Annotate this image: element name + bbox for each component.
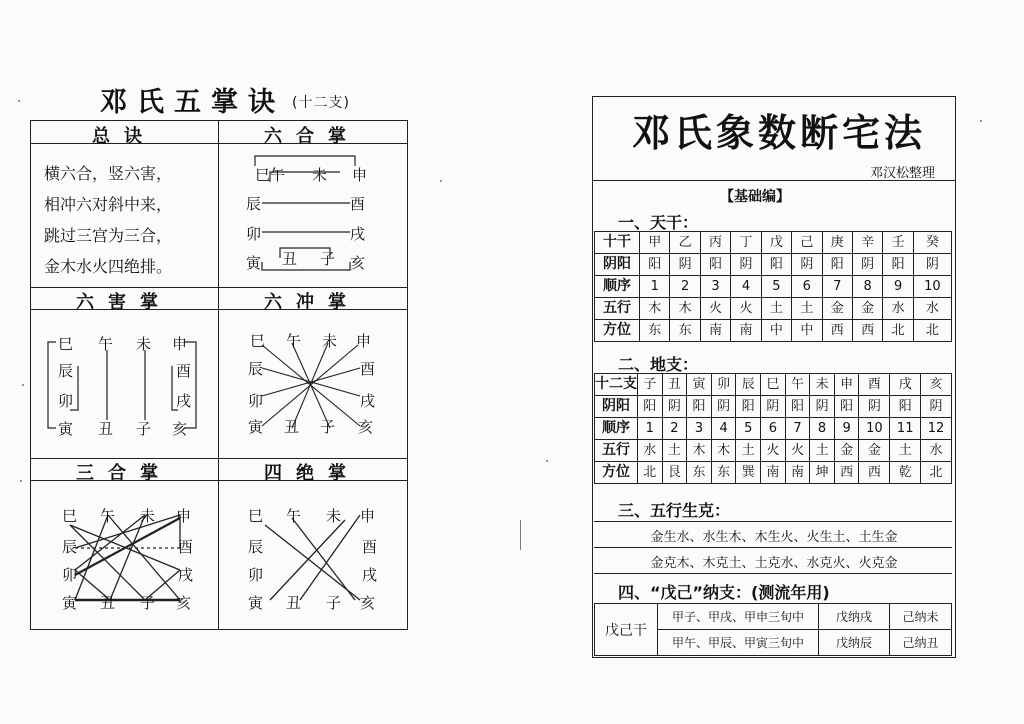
table-cell: 3 [687,418,712,440]
branch-label: 酉 [178,538,194,556]
table-row [595,418,952,440]
branch-label: 辰 [246,195,262,213]
table-row [595,374,952,396]
table-cell: 火 [731,298,761,320]
table-cell: 午 [785,374,810,396]
table-cell: 6 [761,418,786,440]
branch-label: 未 [312,166,328,184]
table-cell: 土 [890,440,921,462]
table-cell: 阳 [640,254,670,276]
table-cell: 子 [638,374,663,396]
table-cell: 北 [913,320,951,342]
row-header-cell: 方位 [595,462,638,484]
table-cell: 阴 [662,396,687,418]
table-cell: 9 [883,276,913,298]
table-cell: 金 [859,440,890,462]
table-cell: 5 [761,276,791,298]
branch-label: 戌 [176,392,192,410]
table-cell: 阴 [731,254,761,276]
table-cell: 乾 [890,462,921,484]
table-cell: 木 [711,440,736,462]
table-cell: 西 [859,462,890,484]
branch-label: 寅 [248,418,264,436]
branch-label: 亥 [358,418,374,436]
branch-label: 卯 [248,392,264,410]
table-cell: 戊 [761,232,791,254]
table-cell: 阴 [711,396,736,418]
table-cell: 木 [670,298,700,320]
table-cell: 火 [761,440,786,462]
branch-label: 未 [140,507,156,525]
table-cell: 西 [852,320,882,342]
table-cell: 阳 [883,254,913,276]
table-cell: 土 [792,298,822,320]
table-cell: 阴 [913,254,951,276]
table-cell: 火 [700,298,730,320]
table-cell: 阴 [852,254,882,276]
section-title-sanhe: 三合掌 [76,463,172,484]
table-cell: 庚 [822,232,852,254]
verse-line: 金木水火四绝排。 [44,257,173,276]
table-cell: 水 [883,298,913,320]
left-page-subtitle: (十二支) [292,95,350,111]
table-cell: 2 [670,276,700,298]
branch-label: 申 [172,335,188,353]
branch-label: 辰 [58,362,74,380]
branch-label: 申 [356,332,372,350]
liuhai-lines [48,342,196,428]
branch-label: 戌 [362,566,378,584]
table-cell: 东 [670,320,700,342]
liuchong-lines [262,343,360,428]
table-cell: 阳 [834,396,859,418]
author: 邓汉松整理 [870,166,936,181]
table-cell: 7 [822,276,852,298]
ke-cycle: 金克木、木克土、土克水、水克火、火克金 [650,556,898,571]
row-header-cell: 五行 [595,298,640,320]
table-cell: 南 [761,462,786,484]
table-cell: 6 [792,276,822,298]
table-cell: 寅 [687,374,712,396]
table-cell: 东 [640,320,670,342]
verse-line: 跳过三宫为三合， [44,226,173,245]
table-cell: 4 [711,418,736,440]
branch-label: 酉 [350,195,366,213]
branch-label: 巳 [58,335,74,353]
section-title-zongjue: 总诀 [92,126,156,147]
table-cell: 东 [687,462,712,484]
table-cell: 亥 [921,374,952,396]
table-row [595,254,952,276]
table-cell: 12 [921,418,952,440]
table-cell: 巽 [736,462,761,484]
table-row [595,396,952,418]
table-cell: 土 [662,440,687,462]
table-cell: 壬 [883,232,913,254]
table-row [595,320,952,342]
table-cell: 北 [921,462,952,484]
table-cell: 水 [913,298,951,320]
branch-label: 午 [286,332,302,350]
table-cell: 辛 [852,232,882,254]
branch-label: 子 [320,250,336,268]
branch-label: 寅 [246,254,262,272]
row-header-cell: 十干 [595,232,640,254]
table-cell: 土 [736,440,761,462]
table-cell: 中 [792,320,822,342]
branch-label: 寅 [58,420,74,438]
branch-label: 辰 [248,360,264,378]
branch-label: 申 [352,166,368,184]
table-cell: 甲 [640,232,670,254]
table-cell: 申 [834,374,859,396]
table-cell: 水 [638,440,663,462]
section-title-liuchong: 六冲掌 [264,292,360,313]
section-title-sijue: 四绝掌 [264,463,360,484]
table-row [595,298,952,320]
branch-label: 子 [140,594,156,612]
table-cell: 8 [810,418,835,440]
table-cell: 8 [852,276,882,298]
branch-label: 子 [326,594,342,612]
dizhi-heading: 二、地支： [618,355,699,374]
table-cell: 阴 [921,396,952,418]
verse-line: 横六合，竖六害， [44,164,173,183]
table-cell: 西 [834,462,859,484]
branch-label: 卯 [58,392,74,410]
table-cell: 丑 [662,374,687,396]
branch-label: 子 [136,420,152,438]
branch-label: 酉 [362,538,378,556]
tiangan-heading: 一、天干： [618,213,699,232]
row-header-cell: 十二支 [595,374,638,396]
row-header-cell: 方位 [595,320,640,342]
table-cell: 北 [638,462,663,484]
verse-line: 相冲六对斜中来， [44,195,173,214]
table-cell: 1 [638,418,663,440]
branch-label: 未 [322,332,338,350]
table-cell: 水 [921,440,952,462]
branch-label: 戌 [178,566,194,584]
branch-label: 巳 [250,332,266,350]
table-cell: 阴 [670,254,700,276]
table-cell: 北 [883,320,913,342]
section-title-liuhai: 六害掌 [76,292,172,313]
table-cell: 金 [834,440,859,462]
table-cell: 土 [761,298,791,320]
branch-label: 寅 [62,594,78,612]
table-cell: 阳 [638,396,663,418]
table-cell: 阴 [792,254,822,276]
table-cell: 戌 [890,374,921,396]
branch-label: 午 [100,507,116,525]
section-title-liuhe: 六合掌 [264,126,360,147]
nazhi-label: 戊己干 [595,604,658,656]
table-cell: 4 [731,276,761,298]
table-cell: 巳 [761,374,786,396]
branch-label: 丑 [284,418,300,436]
branch-label: 午 [98,335,114,353]
branch-label: 丑 [282,250,298,268]
table-cell: 火 [785,440,810,462]
table-row [595,232,952,254]
table-cell: 木 [640,298,670,320]
table-cell: 乙 [670,232,700,254]
table-cell: 9 [834,418,859,440]
table-cell: 酉 [859,374,890,396]
branch-label: 戌 [350,225,366,243]
table-cell: 坤 [810,462,835,484]
table-cell: 阳 [700,254,730,276]
sanhe-lines [70,515,180,600]
branch-label: 巳 [248,507,264,525]
table-cell: 1 [640,276,670,298]
nazhi-cell: 戊纳辰 [819,630,890,656]
table-cell: 5 [736,418,761,440]
table-cell: 丁 [731,232,761,254]
branch-label: 辰 [248,538,264,556]
branch-label: 巳 [62,507,78,525]
branch-label: 寅 [248,594,264,612]
table-cell: 2 [662,418,687,440]
table-cell: 金 [822,298,852,320]
row-header-cell: 五行 [595,440,638,462]
table-cell: 阳 [687,396,712,418]
table-cell: 7 [785,418,810,440]
nazhi-cell: 己纳丑 [890,630,952,656]
row-header-cell: 顺序 [595,276,640,298]
branch-label: 卯 [248,566,264,584]
table-cell: 未 [810,374,835,396]
branch-label: 未 [136,335,152,353]
table-cell: 南 [731,320,761,342]
nazhi-cell: 甲子、甲戌、甲申三旬中 [658,604,819,630]
table-cell: 10 [913,276,951,298]
branch-label: 午 [270,166,286,184]
left-page-title: 邓氏五掌诀 [100,87,285,118]
branch-label: 戌 [360,392,376,410]
table-cell: 己 [792,232,822,254]
tiangan-table [594,231,952,342]
table-cell: 阳 [822,254,852,276]
table-row [595,462,952,484]
table-cell: 10 [859,418,890,440]
table-cell: 阳 [761,254,791,276]
branch-label: 亥 [172,420,188,438]
branch-label: 酉 [176,362,192,380]
table-cell: 3 [700,276,730,298]
branch-label: 卯 [62,566,78,584]
branch-label: 午 [286,507,302,525]
shengke-heading: 三、五行生克： [618,501,731,520]
table-cell: 辰 [736,374,761,396]
table-cell: 卯 [711,374,736,396]
table-cell: 阳 [890,396,921,418]
table-cell: 西 [822,320,852,342]
branch-label: 申 [176,507,192,525]
table-cell: 东 [711,462,736,484]
branch-label: 亥 [360,594,376,612]
nazhi-cell: 甲午、甲辰、甲寅三旬中 [658,630,819,656]
branch-label: 申 [360,507,376,525]
table-row [595,440,952,462]
table-cell: 阴 [761,396,786,418]
table-cell: 阳 [785,396,810,418]
nazhi-cell: 戊纳戌 [819,604,890,630]
nazhi-table [594,603,952,656]
sijue-lines [265,515,360,600]
table-cell: 南 [700,320,730,342]
nazhi-cell: 己纳未 [890,604,952,630]
dizhi-table [594,373,952,484]
table-cell: 土 [810,440,835,462]
branch-label: 丑 [100,594,116,612]
row-header-cell: 阴阳 [595,396,638,418]
table-cell: 中 [761,320,791,342]
table-cell: 艮 [662,462,687,484]
table-cell: 11 [890,418,921,440]
table-cell: 金 [852,298,882,320]
branch-label: 未 [326,507,342,525]
table-cell: 木 [687,440,712,462]
branch-label: 巳 [255,166,271,184]
base-section-label: 【基础编】 [720,189,790,205]
row-header-cell: 顺序 [595,418,638,440]
table-cell: 阴 [810,396,835,418]
table-row [595,276,952,298]
table-cell: 丙 [700,232,730,254]
branch-label: 亥 [350,254,366,272]
sheng-cycle: 金生水、水生木、木生火、火生土、土生金 [650,530,898,545]
nazhi-heading: 四、“戊己”纳支：(测流年用) [618,583,830,602]
branch-label: 卯 [246,225,262,243]
table-cell: 南 [785,462,810,484]
branch-label: 辰 [62,538,78,556]
branch-label: 子 [320,418,336,436]
branch-label: 亥 [176,594,192,612]
branch-label: 丑 [98,420,114,438]
right-page-title: 邓氏象数断宅法 [632,111,927,155]
table-cell: 阴 [859,396,890,418]
row-header-cell: 阴阳 [595,254,640,276]
branch-label: 酉 [360,360,376,378]
table-cell: 癸 [913,232,951,254]
table-cell: 阳 [736,396,761,418]
branch-label: 丑 [286,594,302,612]
